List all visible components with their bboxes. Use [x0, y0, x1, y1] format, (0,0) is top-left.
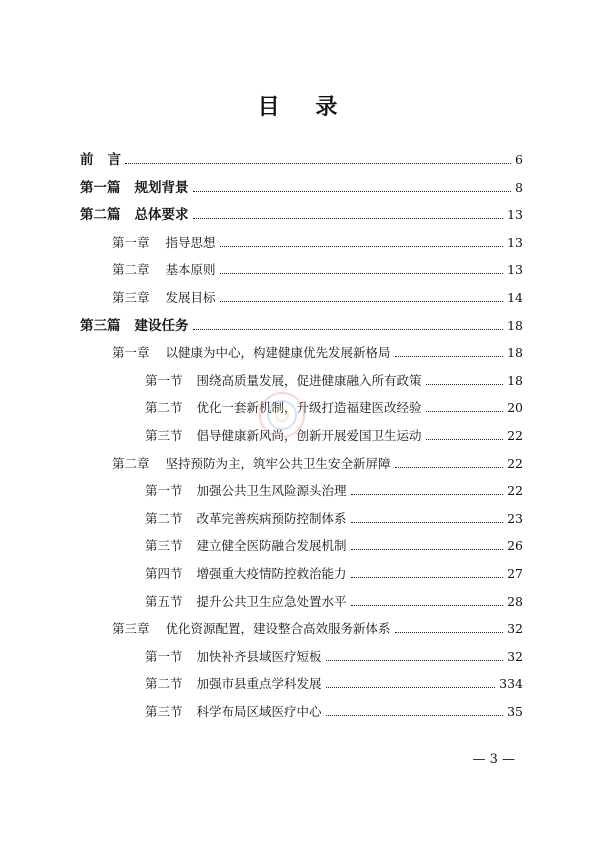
toc-leader-dots: [351, 494, 504, 495]
toc-entry-number: 第二章: [112, 455, 150, 471]
toc-entry-title: 基本原则: [165, 262, 216, 278]
toc-entry[interactable]: [0, 536, 595, 556]
toc-entry[interactable]: [0, 619, 595, 639]
toc-leader-dots: [326, 715, 504, 716]
toc-entry-number: 第一章: [112, 234, 150, 250]
watermark-logo: [252, 385, 312, 445]
toc-entry-page: 32: [507, 648, 523, 664]
toc-leader-dots: [351, 522, 504, 523]
toc-entry-number: 第二篇: [80, 207, 121, 224]
toc-entry-page: 20: [507, 400, 523, 416]
toc-entry-title: 优化资源配置，建设整合高效服务新体系: [165, 621, 391, 637]
toc-leader-dots: [220, 273, 504, 274]
toc-entry[interactable]: [0, 343, 595, 363]
toc-entry[interactable]: [0, 674, 595, 694]
page-title: 目 录: [257, 94, 352, 120]
toc-leader-dots: [395, 632, 504, 633]
toc-entry-number: 第二节: [145, 676, 183, 692]
toc-entry[interactable]: [0, 647, 595, 667]
toc-leader-dots: [351, 549, 504, 550]
toc-entry[interactable]: [0, 316, 595, 336]
toc-entry-page: 22: [507, 455, 523, 471]
toc-leader-dots: [326, 660, 504, 661]
toc-entry-number: 第三章: [112, 290, 150, 305]
toc-entry[interactable]: [0, 260, 595, 280]
toc-leader-dots: [193, 218, 504, 219]
toc-entry-title: 以健康为中心，构建健康优先发展新格局: [165, 345, 391, 361]
toc-entry-title: 建设任务: [134, 317, 189, 334]
toc-entry[interactable]: [0, 592, 595, 612]
toc-entry[interactable]: [0, 205, 595, 225]
toc-entry-title: 坚持预防为主，筑牢公共卫生安全新屏障: [165, 455, 391, 471]
toc-entry-page: 26: [507, 538, 523, 554]
toc-entry[interactable]: [0, 178, 595, 198]
toc-entry-number: 第一篇: [80, 179, 121, 196]
toc-entry-number: 第一节: [145, 483, 183, 499]
toc-entry-page: 18: [507, 372, 523, 388]
toc-entry-title: 发展目标: [165, 290, 216, 305]
toc-entry-page: 32: [507, 621, 523, 637]
toc-entry-number: 第三节: [145, 538, 183, 554]
toc-leader-dots: [125, 163, 511, 164]
toc-leader-dots: [426, 411, 504, 412]
toc-entry-title: 倡导健康新风尚，创新开展爱国卫生运动: [196, 428, 422, 443]
toc-leader-dots: [351, 577, 504, 578]
toc-leader-dots: [395, 467, 504, 468]
toc-entry-page: 8: [515, 179, 523, 195]
toc-leader-dots: [220, 246, 504, 247]
toc-entry[interactable]: [0, 702, 595, 722]
toc-entry-title: 总体要求: [134, 207, 189, 224]
toc-entry-title: 科学布局区域医疗中心: [196, 704, 322, 719]
toc-leader-dots: [351, 605, 504, 606]
toc-entry-title: 规划背景: [134, 179, 189, 196]
toc-entry-title: 改革完善疾病预防控制体系: [196, 510, 347, 526]
toc-entry-page: 13: [507, 262, 523, 278]
toc-entry-title: 言: [107, 152, 121, 168]
toc-leader-dots: [395, 356, 504, 357]
toc-entry-page: 23: [507, 510, 523, 526]
toc-entry-page: 334: [499, 676, 523, 692]
toc-entry-title: 加快补齐县域医疗短板: [196, 648, 322, 664]
toc-entry[interactable]: [0, 481, 595, 501]
toc-entry-page: 18: [507, 317, 523, 333]
toc-entry-page: 14: [507, 290, 523, 305]
toc-entry-title: 增强重大疫情防控救治能力: [196, 566, 347, 581]
toc-entry-number: 第一章: [112, 345, 150, 361]
toc-entry[interactable]: [0, 150, 595, 170]
toc-entry-number: 第二节: [145, 400, 183, 416]
page-number: — 3 —: [472, 752, 515, 767]
toc-entry-page: 22: [507, 483, 523, 499]
toc-entry-title: 围绕高质量发展，促进健康融入所有政策: [196, 372, 422, 388]
toc-leader-dots: [326, 687, 496, 688]
toc-entry-title: 指导思想: [165, 234, 216, 250]
toc-entry-page: 13: [507, 207, 523, 223]
toc-entry[interactable]: [0, 454, 595, 474]
toc-entry[interactable]: [0, 564, 595, 584]
toc-entry-page: 13: [507, 234, 523, 250]
toc-entry-number: 第三篇: [80, 317, 121, 334]
toc-leader-dots: [220, 301, 504, 302]
toc-entry-page: 27: [507, 566, 523, 581]
toc-entry[interactable]: [0, 509, 595, 529]
toc-entry-number: 第三章: [112, 621, 150, 637]
toc-entry-number: 第五节: [145, 593, 183, 609]
toc-entry-title: 加强公共卫生风险源头治理: [196, 483, 347, 499]
toc-entry-page: 22: [507, 428, 523, 443]
toc-entry-number: 第二节: [145, 510, 183, 526]
toc-entry-number: 第四节: [145, 566, 183, 581]
toc-entry-title: 提升公共卫生应急处置水平: [196, 593, 347, 609]
toc-entry-number: 第三节: [145, 428, 183, 443]
toc-entry-page: 28: [507, 593, 523, 609]
toc-entry-title: 建立健全医防融合发展机制: [196, 538, 347, 554]
toc-entry-number: 前: [80, 152, 94, 168]
toc-leader-dots: [426, 384, 504, 385]
toc-entry-number: 第三节: [145, 704, 183, 719]
toc-entry[interactable]: [0, 288, 595, 308]
toc-entry-page: 6: [515, 152, 523, 167]
toc-entry-title: 加强市县重点学科发展: [196, 676, 322, 692]
toc-entry-page: 35: [507, 704, 523, 719]
toc-entry-number: 第二章: [112, 262, 150, 278]
toc-leader-dots: [193, 191, 512, 192]
toc-entry-page: 18: [507, 345, 523, 361]
toc-leader-dots: [426, 439, 504, 440]
toc-entry-number: 第一节: [145, 372, 183, 388]
toc-entry[interactable]: [0, 233, 595, 253]
toc-entry-title: 优化一套新机制，升级打造福建医改经验: [196, 400, 422, 416]
toc-leader-dots: [193, 329, 504, 330]
toc-entry-number: 第一节: [145, 648, 183, 664]
